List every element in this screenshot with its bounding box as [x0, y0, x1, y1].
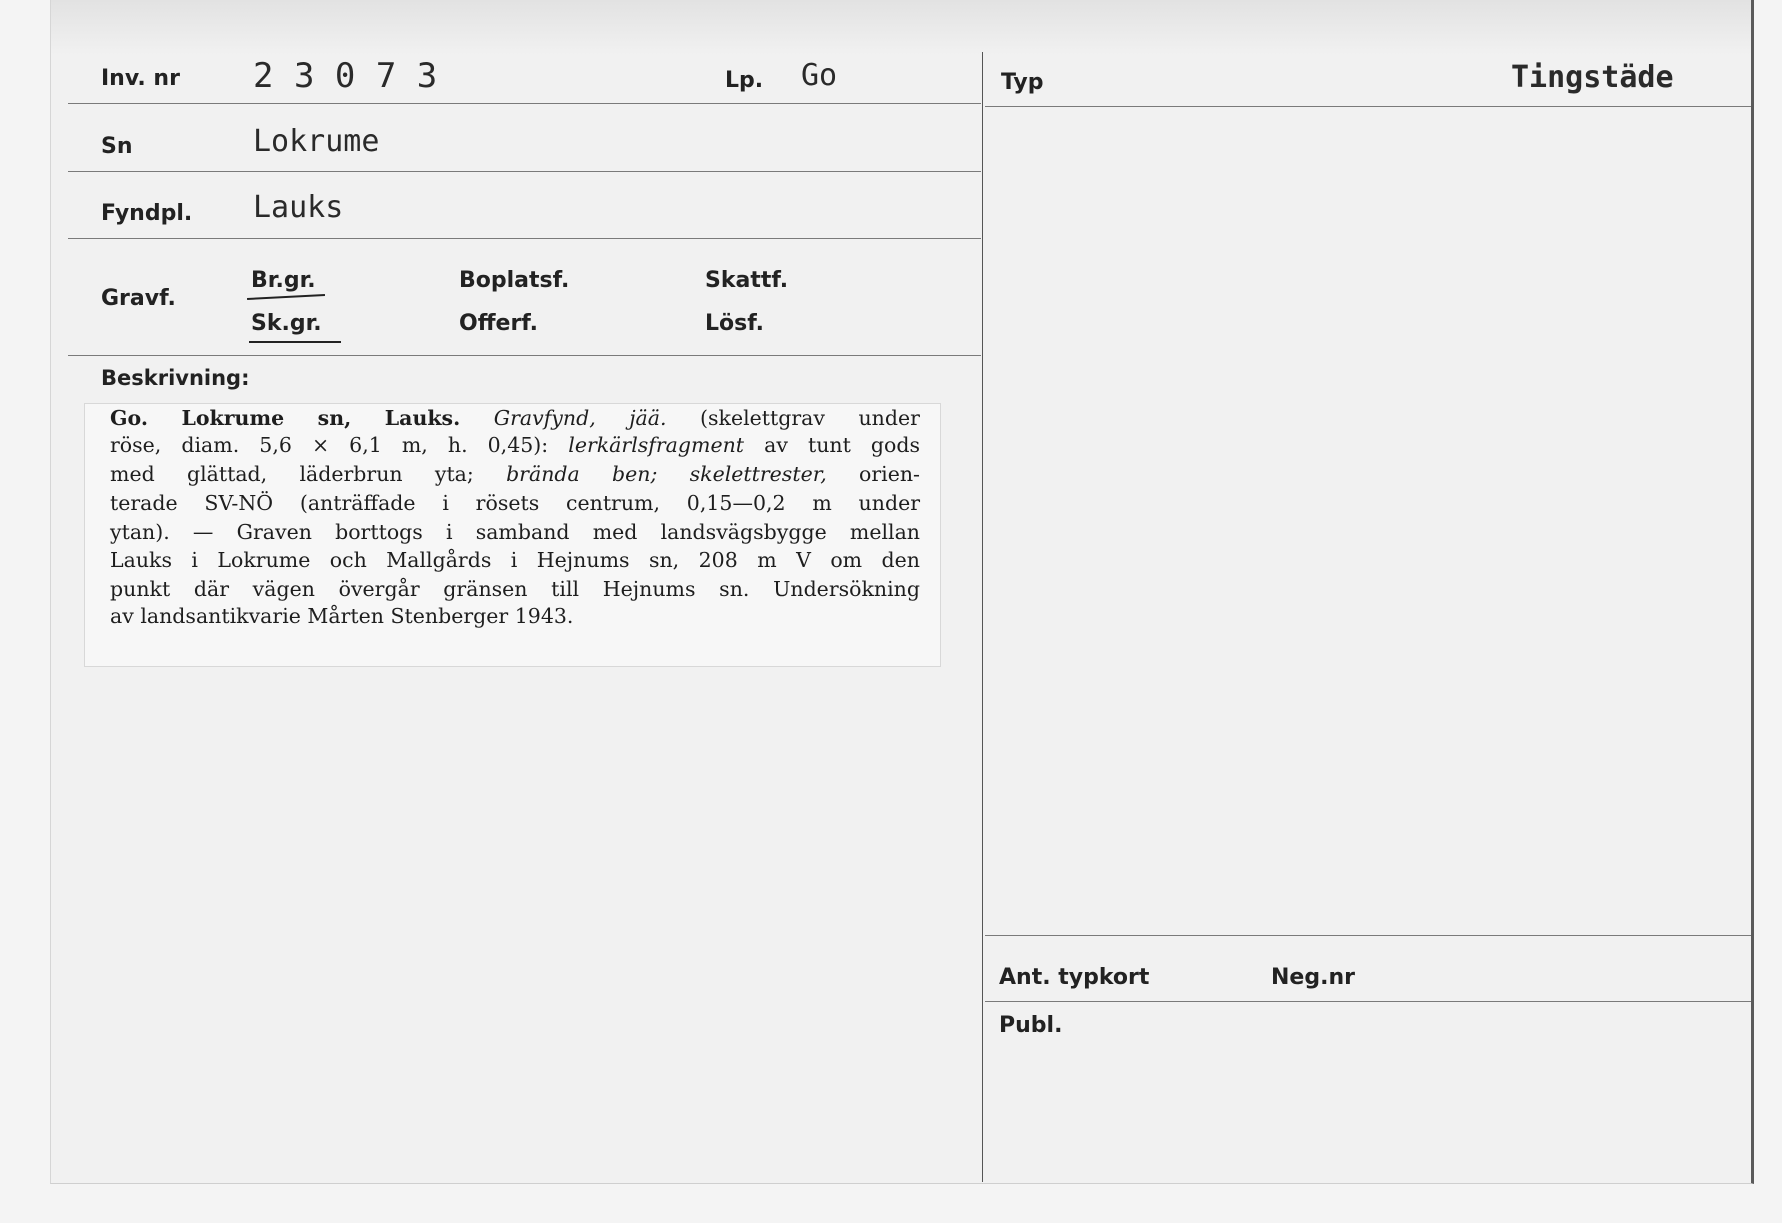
losf-label: Lösf. [705, 311, 764, 336]
sn-value: Lokrume [253, 124, 380, 159]
typ-label: Typ [1001, 70, 1044, 95]
row-divider [985, 106, 1751, 107]
ant-typkort-label: Ant. typkort [999, 965, 1150, 990]
description-line: Go. Lokrume sn, Lauks. Gravfynd, jää. (skelettgrav under [110, 406, 920, 430]
sn-label: Sn [101, 134, 133, 159]
br-gr-label: Br.gr. [251, 268, 316, 293]
description-line: punkt där vägen övergår gränsen till Hejnums sn. Undersökning [110, 577, 920, 601]
inv-nr-value: 2 3 0 7 3 [253, 56, 438, 96]
row-divider [68, 171, 981, 172]
sk-gr-label: Sk.gr. [251, 311, 322, 336]
row-divider [985, 1001, 1751, 1002]
row-divider [68, 355, 981, 356]
boplatsf-label: Boplatsf. [459, 268, 570, 293]
row-divider [985, 935, 1751, 936]
offerf-label: Offerf. [459, 311, 539, 336]
description-line: terade SV-NÖ (anträffade i rösets centrum, 0,15—0,2 m under [110, 491, 920, 515]
row-divider [68, 103, 981, 104]
neg-nr-label: Neg.nr [1271, 965, 1355, 990]
description-line: Lauks i Lokrume och Mallgårds i Hejnums sn, 208 m V om den [110, 548, 920, 572]
inv-nr-label: Inv. nr [101, 66, 180, 91]
sk-gr-underline [249, 341, 341, 343]
gravf-label: Gravf. [101, 286, 176, 311]
row-divider [68, 238, 981, 239]
catalog-card [50, 0, 1754, 1184]
beskrivning-label: Beskrivning: [101, 366, 250, 390]
description-line: ytan). — Graven borttogs i samband med landsvägsbygge mellan [110, 520, 920, 544]
description-line: av landsantikvarie Mårten Stenberger 1943. [110, 604, 574, 628]
fyndpl-value: Lauks [253, 190, 344, 225]
fyndpl-label: Fyndpl. [101, 201, 193, 226]
publ-label: Publ. [999, 1013, 1063, 1038]
card-top-shade [51, 0, 1751, 55]
lp-value: Go [801, 58, 838, 93]
lp-label: Lp. [725, 68, 764, 93]
description-line: med glättad, läderbrun yta; brända ben; skelettrester, orien- [110, 462, 920, 486]
skattf-label: Skattf. [705, 268, 789, 293]
description-slip [84, 403, 941, 667]
typ-value: Tingstäde [1511, 60, 1674, 95]
column-divider [982, 52, 983, 1182]
description-line: röse, diam. 5,6 × 6,1 m, h. 0,45): lerkärlsfragment av tunt gods [110, 433, 921, 457]
br-gr-underline [247, 294, 325, 300]
